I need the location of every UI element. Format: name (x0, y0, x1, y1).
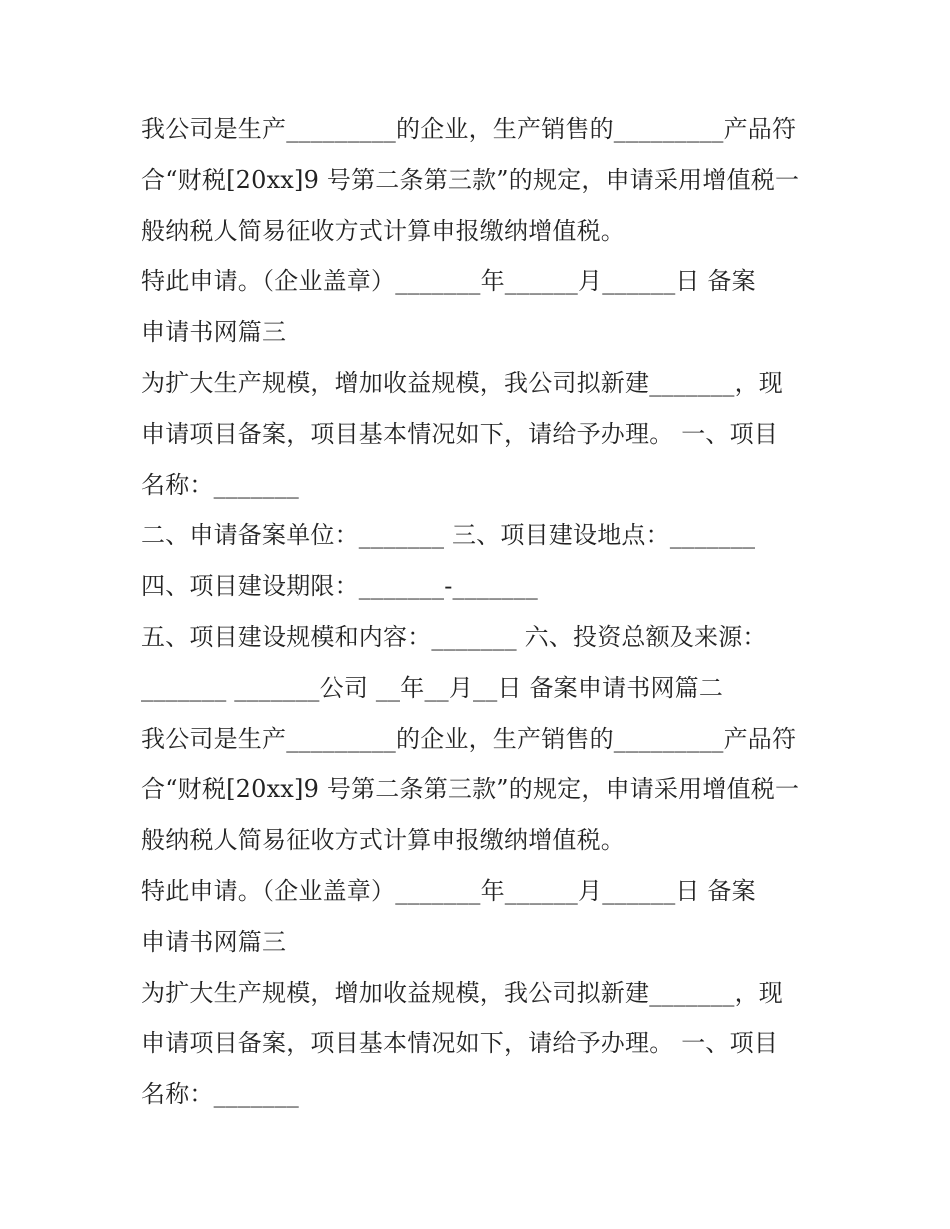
text-line: 名称：_______ (141, 470, 299, 499)
text-line: 般纳税人简易征收方式计算申报缴纳增值税。 (141, 826, 625, 855)
text-line: 特此申请。（企业盖章）_______年______月______日 备案 (141, 267, 756, 296)
text-line: 四、项目建设期限：_______-_______ (141, 572, 538, 601)
text-line: 为扩大生产规模，增加收益规模，我公司拟新建_______，现 (141, 368, 783, 397)
text-line: 为扩大生产规模，增加收益规模，我公司拟新建_______，现 (141, 978, 783, 1007)
text-line: 我公司是生产_________的企业，生产销售的_________产品符 (141, 724, 797, 753)
text-line: 特此申请。（企业盖章）_______年______月______日 备案 (141, 876, 756, 905)
text-line: 申请项目备案，项目基本情况如下，请给予办理。 一、项目 (141, 1029, 779, 1058)
document-body (141, 104, 821, 1120)
section-heading: 申请书网篇三 (141, 927, 287, 956)
text-line: 二、申请备案单位：_______ 三、项目建设地点：_______ (141, 521, 756, 550)
text-line: 合“财税[20xx]9 号第二条第三款”的规定，申请采用增值税一 (141, 165, 800, 194)
text-line: 五、项目建设规模和内容：_______ 六、投资总额及来源： (141, 622, 767, 651)
text-line: 名称：_______ (141, 1080, 299, 1109)
section-heading: 申请书网篇三 (141, 318, 287, 347)
text-line: 我公司是生产_________的企业，生产销售的_________产品符 (141, 115, 797, 143)
text-line: 般纳税人简易征收方式计算申报缴纳增值税。 (141, 216, 625, 245)
text-line: 合“财税[20xx]9 号第二条第三款”的规定，申请采用增值税一 (141, 775, 800, 804)
text-line: _______ _______公司 __年__月__日 备案申请书网篇二 (141, 673, 724, 702)
text-line: 申请项目备案，项目基本情况如下，请给予办理。 一、项目 (141, 419, 779, 448)
